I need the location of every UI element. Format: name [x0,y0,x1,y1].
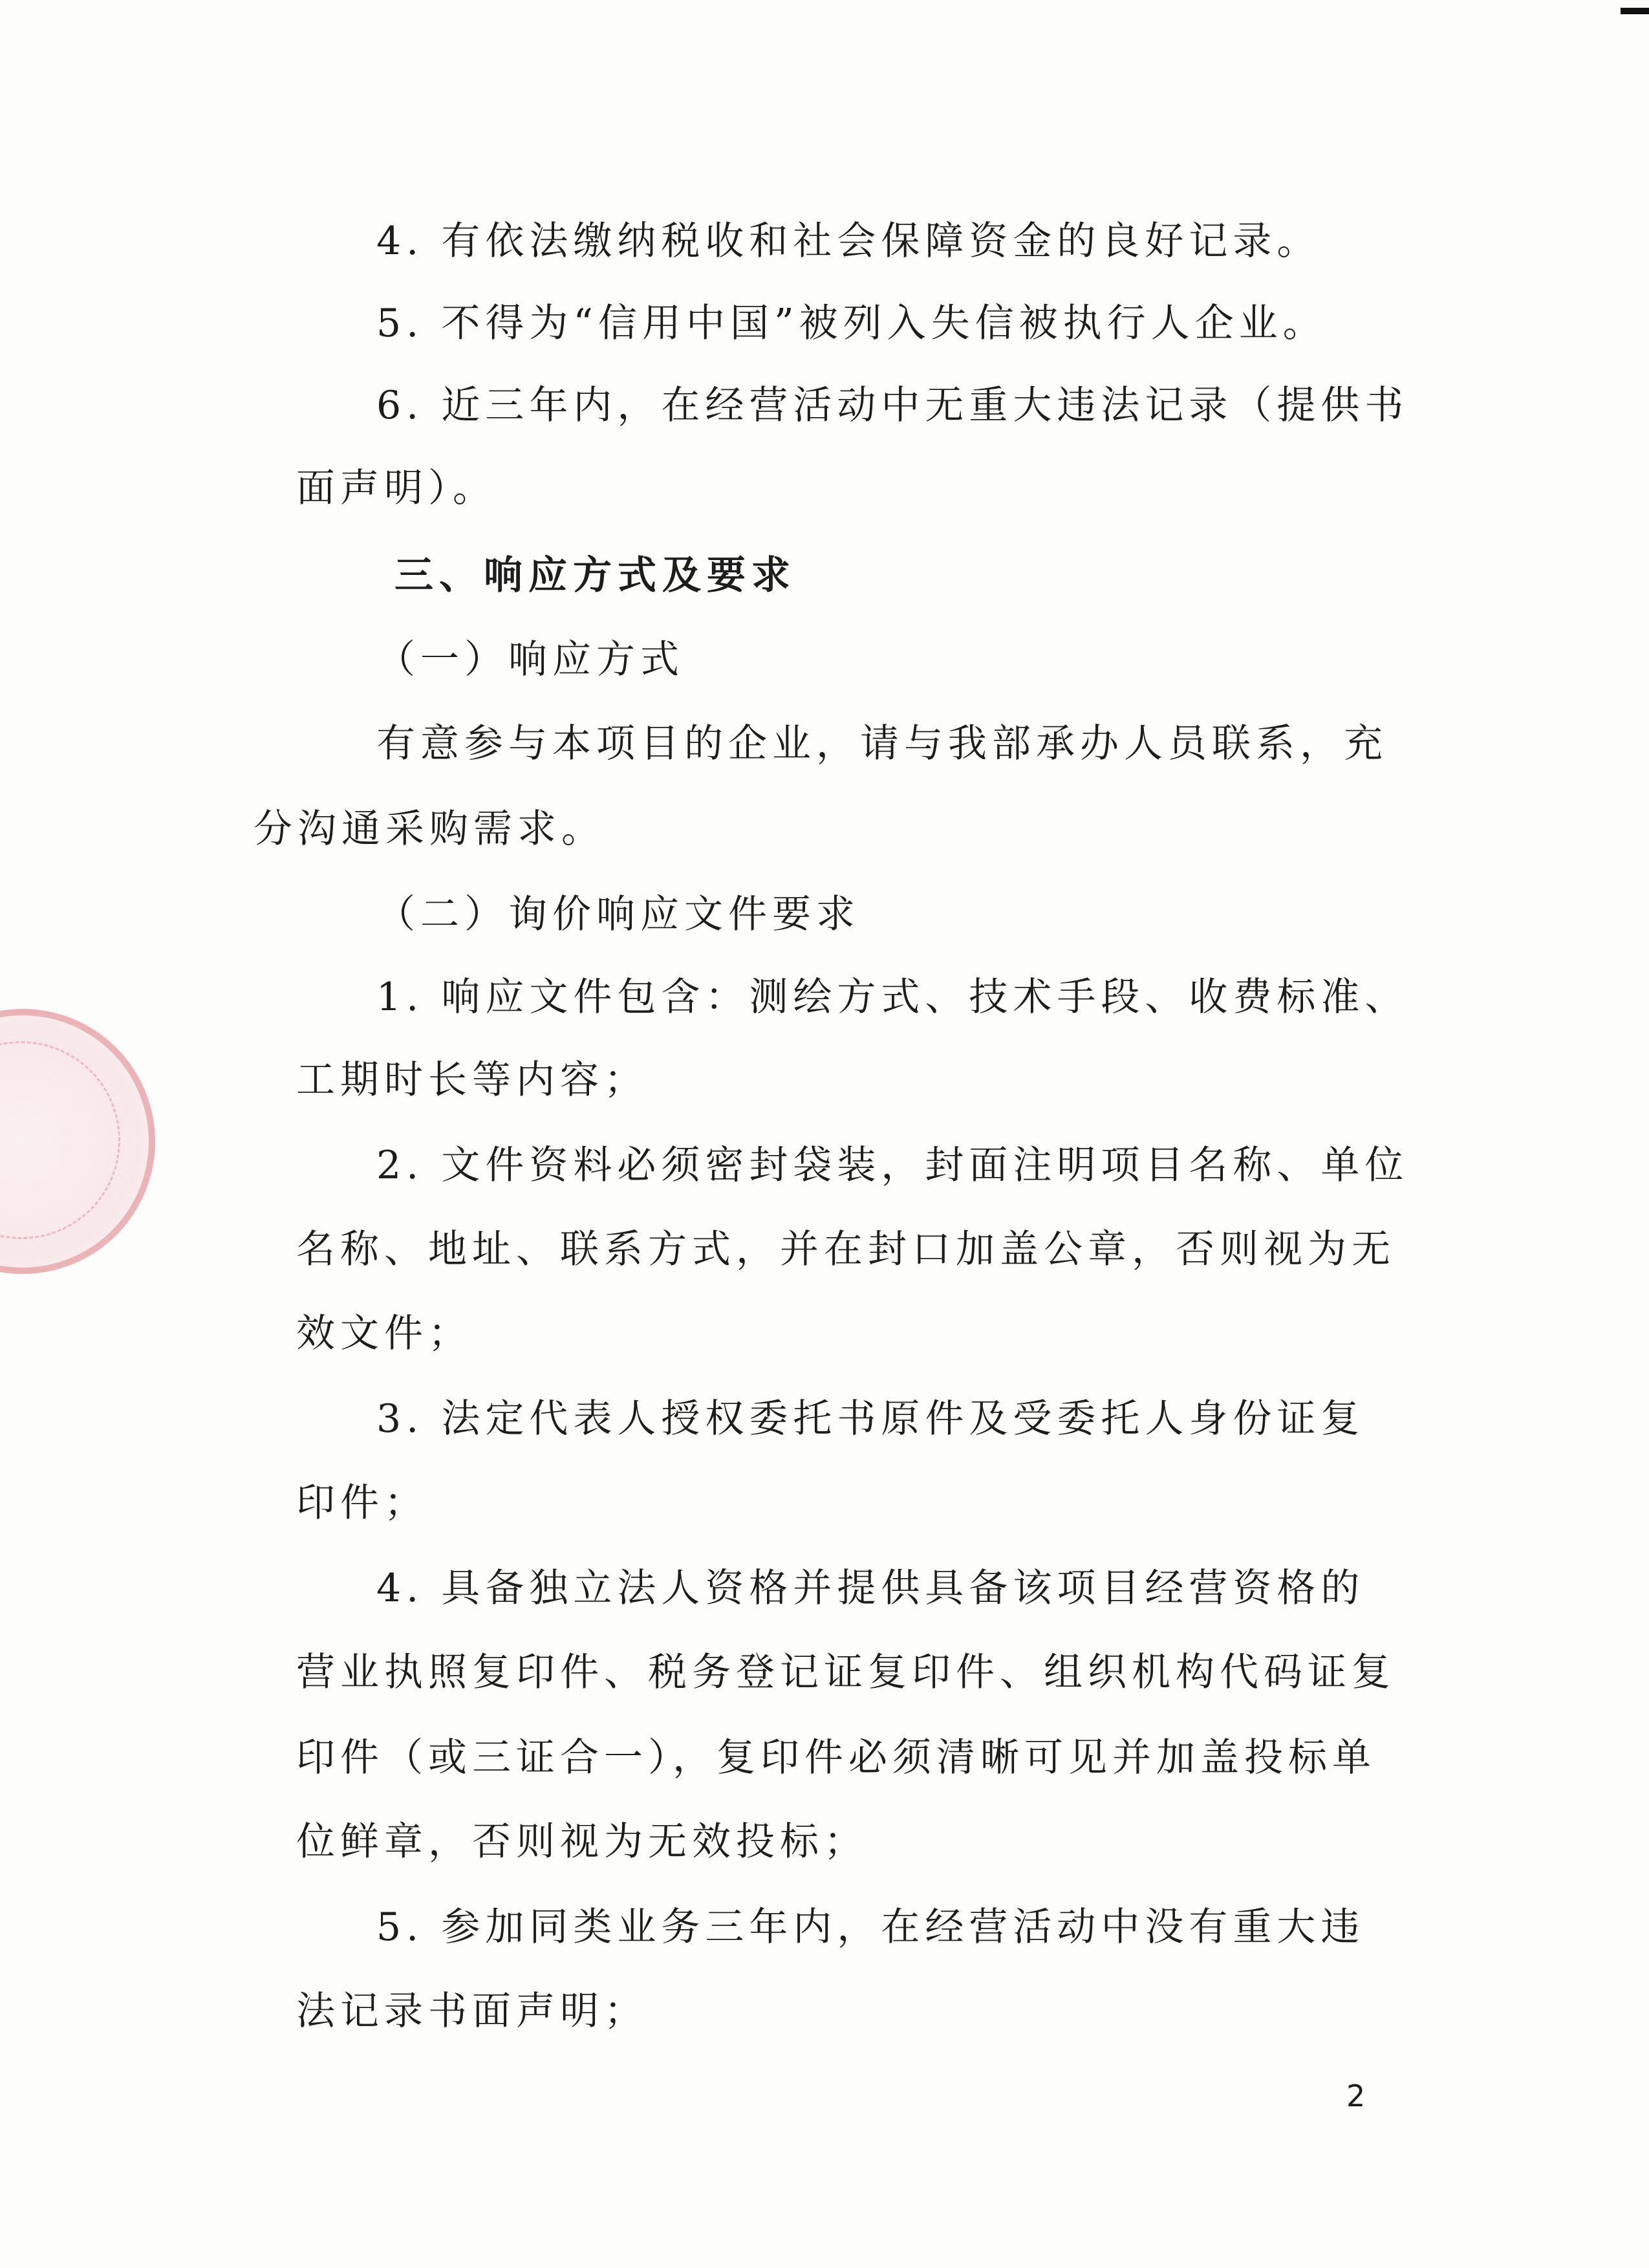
text-line-1: 4. 有依法缴纳税收和社会保障资金的良好记录。 [376,219,1321,264]
text-line-21: 5. 参加同类业务三年内，在经营活动中没有重大违 [376,1905,1365,1950]
red-seal-stamp [0,1009,155,1274]
text-line-8: 分沟通采购需求。 [253,806,605,852]
text-line-15: 3. 法定代表人授权委托书原件及受委托人身份证复 [376,1396,1365,1442]
text-line-13: 名称、地址、联系方式，并在封口加盖公章，否则视为无 [296,1227,1396,1272]
text-line-19: 印件（或三证合一），复印件必须清晰可见并加盖投标单 [296,1735,1376,1780]
text-line-20: 位鲜章，否则视为无效投标； [296,1819,868,1864]
text-line-16: 印件； [296,1480,428,1526]
text-line-10: 1. 响应文件包含：测绘方式、技术手段、收费标准、 [376,975,1409,1020]
text-line-7: 有意参与本项目的企业，请与我部承办人员联系，充 [376,721,1388,766]
subheading-document-requirements: （二）询价响应文件要求 [376,892,860,937]
subheading-response-method: （一）响应方式 [376,637,684,682]
text-line-17: 4. 具备独立法人资格并提供具备该项目经营资格的 [376,1566,1365,1611]
text-line-22: 法记录书面声明； [296,1989,648,2034]
text-line-2: 5. 不得为“信用中国”被列入失信被执行人企业。 [376,301,1327,346]
page-number: 2 [1346,2079,1366,2113]
seal-inner-ring [0,1041,120,1239]
text-line-12: 2. 文件资料必须密封袋装，封面注明项目名称、单位 [376,1143,1409,1188]
scan-corner-mark [1621,8,1649,14]
text-line-11: 工期时长等内容； [296,1057,648,1103]
text-line-3: 6. 近三年内，在经营活动中无重大违法记录（提供书 [376,383,1409,428]
text-line-18: 营业执照复印件、税务登记证复印件、组织机构代码证复 [296,1650,1396,1695]
text-line-14: 效文件； [296,1311,472,1356]
text-line-4: 面声明）。 [296,466,497,511]
section-heading-response: 三、响应方式及要求 [394,553,796,598]
